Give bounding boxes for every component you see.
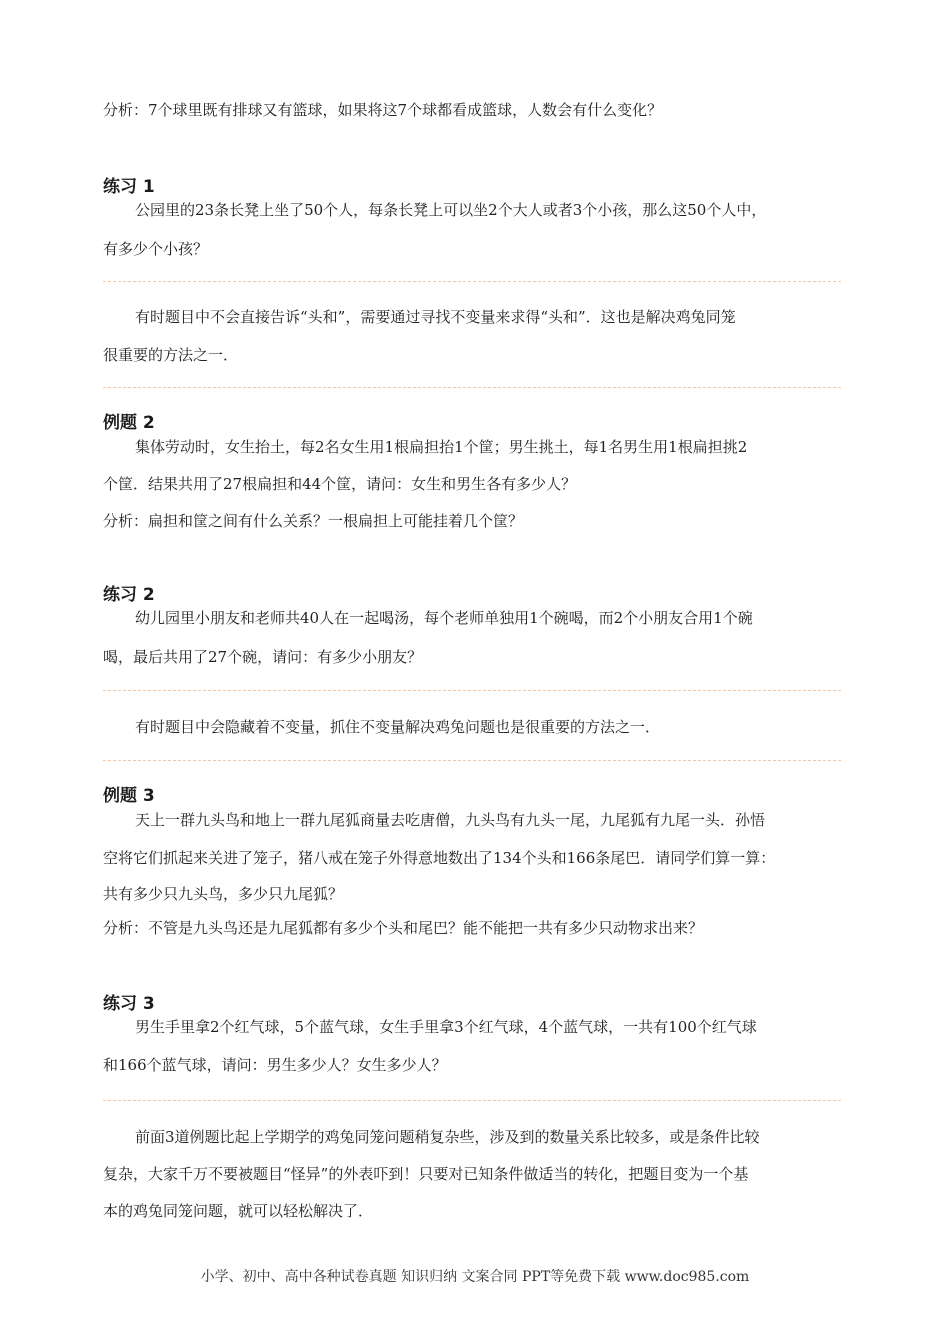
practice-2-text: 喝，最后共用了27个碗，请问：有多少小朋友？ — [103, 648, 423, 666]
example-3-text: 空将它们抓起来关进了笼子，猪八戒在笼子外得意地数出了134个头和166条尾巴．请同学们算一算： — [103, 849, 776, 867]
section-divider — [103, 1100, 841, 1101]
section-divider — [103, 760, 841, 761]
practice-1-text: 有多少个小孩？ — [103, 240, 209, 258]
practice-2-heading: 练习 2 — [103, 585, 155, 605]
summary-text: 前面3道例题比起上学期学的鸡兔同笼问题稍复杂些，涉及到的数量关系比较多，或是条件比较 — [135, 1128, 760, 1146]
practice-3-text: 和166个蓝气球，请问：男生多少人？女生多少人？ — [103, 1056, 447, 1074]
practice-3-text: 男生手里拿2个红气球，5个蓝气球，女生手里拿3个红气球，4个蓝气球，一共有100个红气球 — [135, 1018, 757, 1036]
example-3-text: 共有多少只九头鸟，多少只九尾狐？ — [103, 885, 344, 903]
practice-3-heading: 练习 3 — [103, 994, 155, 1014]
practice-1-text: 公园里的23条长凳上坐了50个人，每条长凳上可以坐2个大人或者3个小孩，那么这50个人中， — [135, 201, 767, 219]
summary-text: 复杂，大家千万不要被题目“怪异”的外表吓到！只要对已知条件做适当的转化，把题目变为一个基 — [103, 1165, 749, 1183]
analysis-text: 分析：不管是九头鸟还是九尾狐都有多少个头和尾巴？能不能把一共有多少只动物求出来？ — [103, 919, 704, 937]
practice-1-heading: 练习 1 — [103, 177, 155, 197]
page-footer: 小学、初中、高中各种试卷真题 知识归纳 文案合同 PPT等免费下载 www.doc985.com — [200, 1269, 750, 1285]
practice-2-text: 幼儿园里小朋友和老师共40人在一起喝汤，每个老师单独用1个碗喝，而2个小朋友合用1个碗 — [135, 609, 753, 627]
example-2-text: 个筐．结果共用了27根扁担和44个筐，请问：女生和男生各有多少人？ — [103, 475, 577, 493]
tip-text: 很重要的方法之一． — [103, 346, 239, 364]
analysis-text: 分析：扁担和筐之间有什么关系？一根扁担上可能挂着几个筐？ — [103, 512, 524, 530]
example-2-text: 集体劳动时，女生抬土，每2名女生用1根扁担抬1个筐；男生挑土，每1名男生用1根扁担挑2 — [135, 438, 748, 456]
example-3-heading: 例题 3 — [103, 786, 155, 806]
summary-text: 本的鸡兔同笼问题，就可以轻松解决了． — [103, 1202, 374, 1220]
example-3-text: 天上一群九头鸟和地上一群九尾狐商量去吃唐僧，九头鸟有九头一尾，九尾狐有九尾一头．孙悟 — [135, 811, 766, 829]
tip-text: 有时题目中会隐藏着不变量，抓住不变量解决鸡兔问题也是很重要的方法之一． — [135, 718, 661, 736]
section-divider — [103, 690, 841, 691]
example-2-heading: 例题 2 — [103, 413, 155, 433]
tip-text: 有时题目中不会直接告诉“头和”，需要通过寻找不变量来求得“头和”．这也是解决鸡兔同笼 — [135, 308, 736, 326]
analysis-text: 分析：7个球里既有排球又有篮球，如果将这7个球都看成篮球，人数会有什么变化？ — [103, 101, 663, 119]
section-divider — [103, 387, 841, 388]
section-divider — [103, 281, 841, 282]
